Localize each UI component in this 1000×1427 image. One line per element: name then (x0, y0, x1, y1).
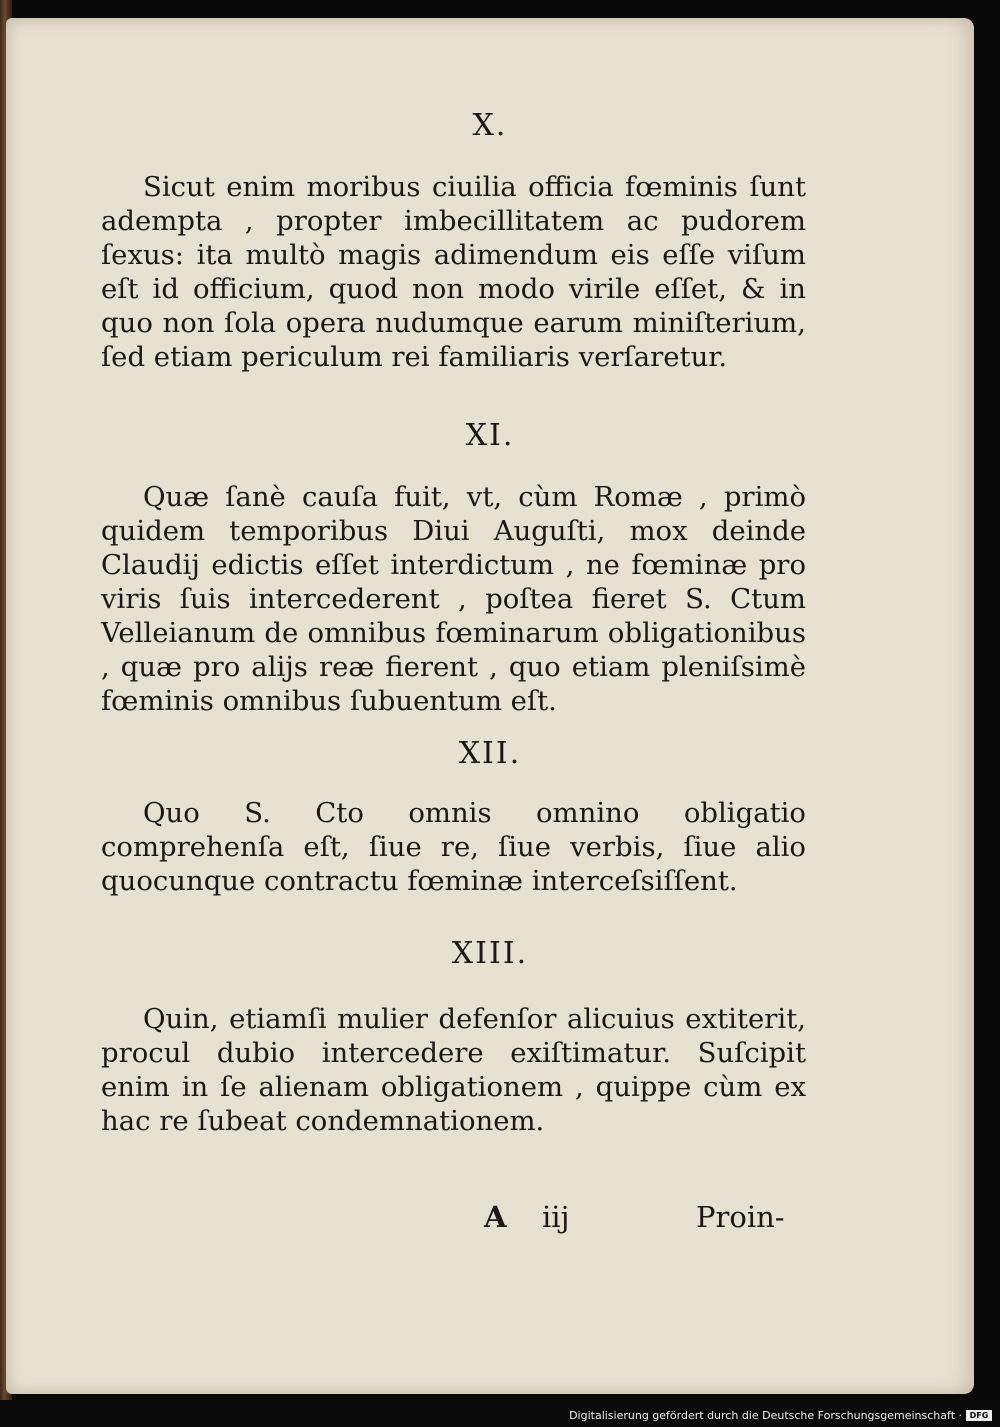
dfg-logo-icon: DFG (966, 1410, 992, 1421)
section-heading-xi: XI. (465, 418, 515, 453)
book-page (6, 18, 974, 1394)
section-heading-x: X. (472, 108, 508, 143)
catchword: Proin- (696, 1200, 785, 1234)
credit-text: Digitalisierung gefördert durch die Deutsche Forschungsgemeinschaft · (569, 1409, 962, 1422)
section-text-xii: Quo S. Cto omnis omnino obligatio comprehenſa eſt, ſiue re, ſiue verbis, ſiue alio quocunque contractu fœminæ interceſsiſſent. (101, 797, 806, 897)
section-heading-xii: XII. (458, 736, 522, 771)
section-text-x: Sicut enim moribus ciuilia officia fœminis ſunt adempta , propter imbecillitatem ac pudorem ſexus: ita multò magis adimendum eis eſſe viſum eſt id officium, quod non modo virile eſſet, & in quo non ſola opera nudumque earum miniſterium, ſed etiam periculum rei familiaris verſaretur. (101, 171, 806, 373)
section-heading-xiii: XIII. (451, 936, 529, 971)
digitization-credit (569, 1409, 992, 1422)
section-text-xiii: Quin, etiamſi mulier defenſor alicuius extiterit, procul dubio intercedere exiſtimatur. Suſcipit enim in ſe alienam obligationem , quippe cùm ex hac re ſubeat condemnationem. (101, 1003, 806, 1137)
section-text-xi: Quæ ſanè cauſa fuit, vt, cùm Romæ , primò quidem temporibus Diui Auguſti, mox deinde Claudij edictis eſſet interdictum , ne fœminæ pro viris ſuis intercederent , poſtea fieret S. Ctum Velleianum de omnibus fœminarum obligationibus , quæ pro alijs reæ fierent , quo etiam pleniſsimè fœminis omnibus ſubuentum eſt. (101, 481, 806, 717)
signature-number: iij (542, 1200, 570, 1234)
signature-mark: A (484, 1200, 507, 1234)
